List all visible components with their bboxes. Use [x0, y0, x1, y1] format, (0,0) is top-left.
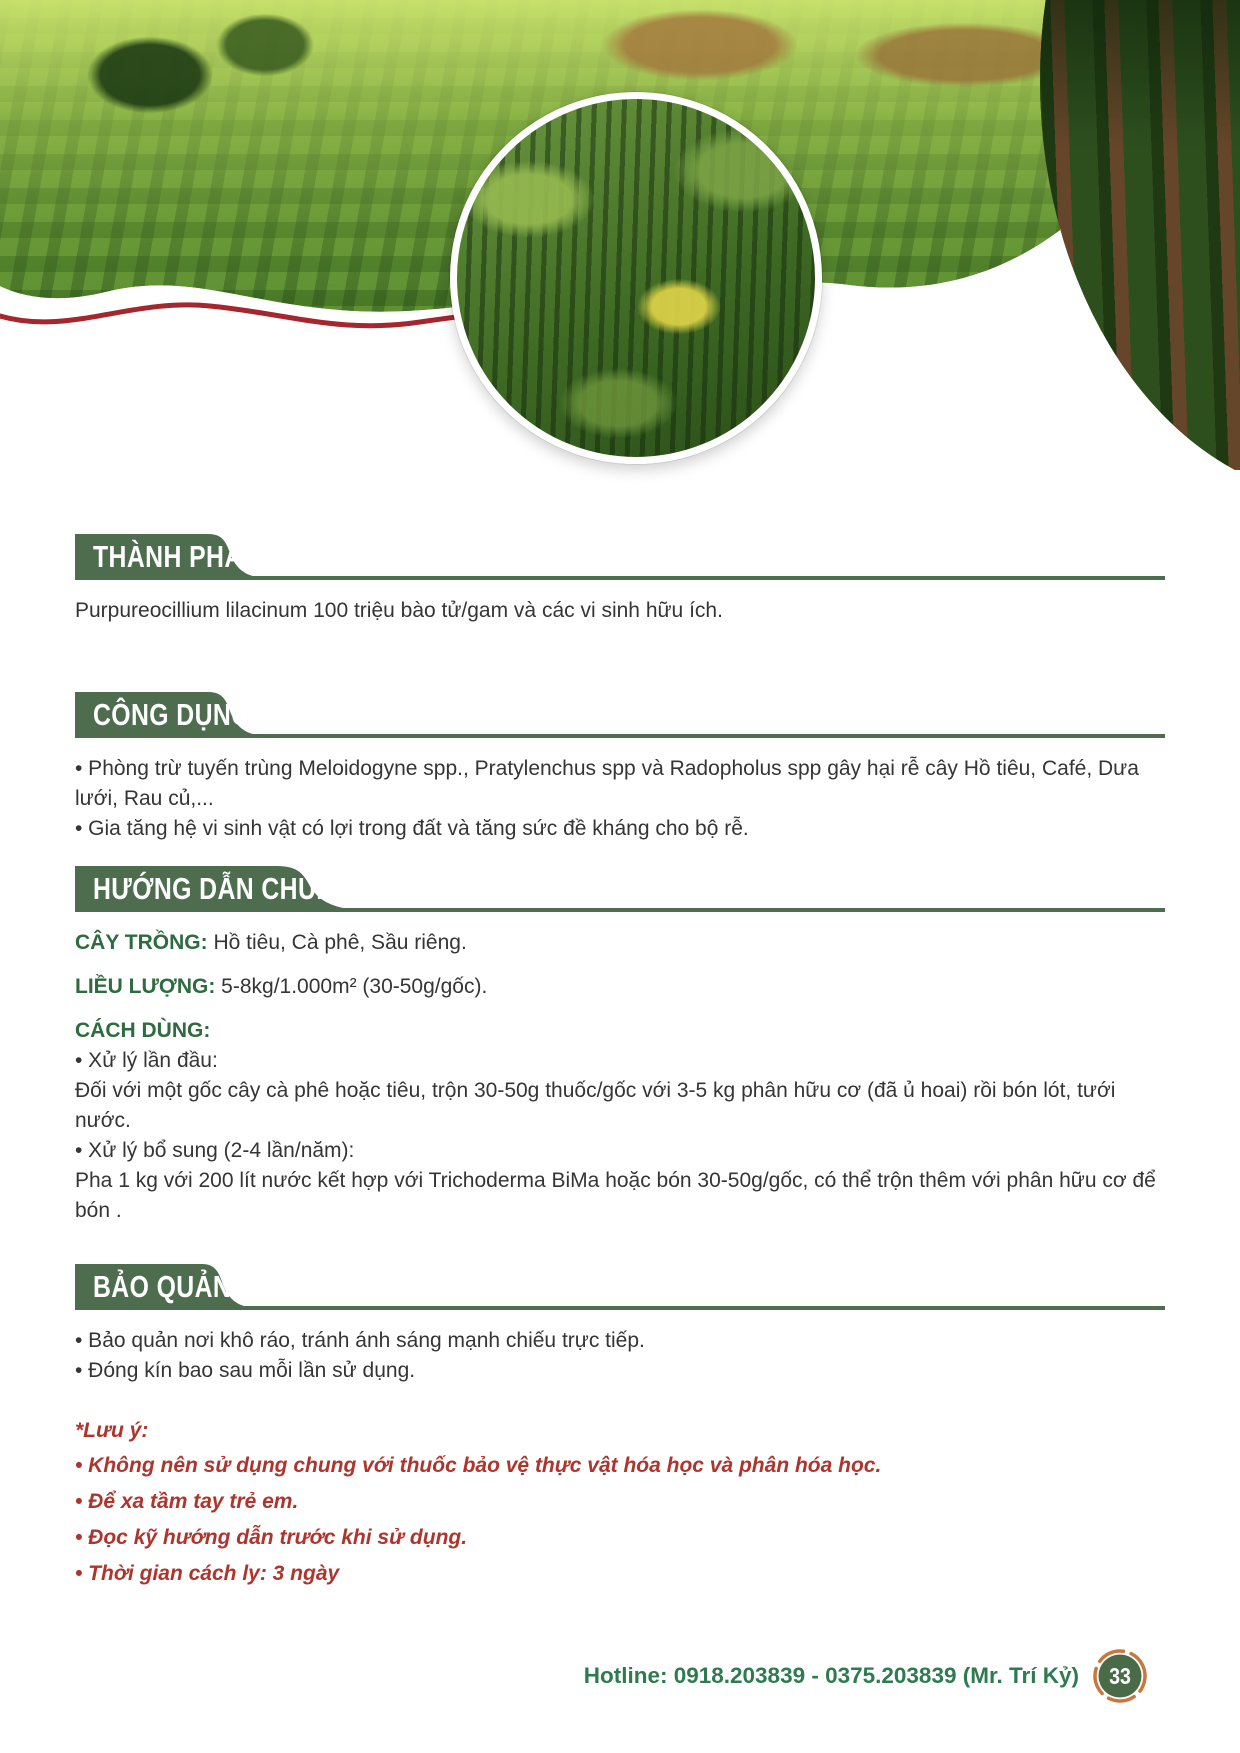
section-title: BẢO QUẢN [93, 1269, 232, 1304]
notes-heading: *Lưu ý: [75, 1419, 149, 1442]
section-huong-dan-chung [75, 866, 1165, 1226]
storage-bullet: • Đóng kín bao sau mỗi lần sử dụng. [75, 1359, 416, 1382]
note-item: • Thời gian cách ly: 3 ngày [75, 1562, 340, 1585]
section-thanh-phan [75, 534, 1165, 626]
section-title: CÔNG DỤNG [93, 697, 251, 732]
usage-bullet: • Gia tăng hệ vi sinh vật có lợi trong đất và tăng sức đề kháng cho bộ rễ. [75, 817, 749, 840]
method-step: Pha 1 kg với 200 lít nước kết hợp với Trichoderma BiMa hoặc bón 30-50g/gốc, có thể trộn thêm với phân hữu cơ để bón . [75, 1169, 1156, 1222]
dosage-value: 5-8kg/1.000m² (30-50g/gốc). [221, 975, 488, 998]
ingredients-text: Purpureocillium lilacinum 100 triệu bào tử/gam và các vi sinh hữu ích. [75, 599, 723, 622]
hotline-text: Hotline: 0918.203839 - 0375.203839 (Mr. Trí Kỷ) [583, 1663, 1079, 1688]
section-title: HƯỚNG DẪN CHUNG [93, 871, 355, 906]
note-item: • Đọc kỹ hướng dẫn trước khi sử dụng. [75, 1526, 468, 1549]
note-item: • Để xa tầm tay trẻ em. [75, 1490, 299, 1513]
method-heading: CÁCH DÙNG: [75, 1019, 211, 1042]
page-footer [0, 1649, 1240, 1703]
section-title-banner [75, 692, 1165, 738]
crop-label: CÂY TRỒNG: [75, 931, 208, 954]
header-images [0, 0, 1240, 470]
note-item: • Không nên sử dụng chung với thuốc bảo vệ thực vật hóa học và phân hóa học. [75, 1454, 882, 1477]
crop-value: Hồ tiêu, Cà phê, Sầu riêng. [213, 931, 467, 954]
usage-bullet: • Phòng trừ tuyến trùng Meloidogyne spp., Pratylenchus spp và Radopholus spp gây hại rễ cây Hồ tiêu, Café, Dưa lưới, Rau củ,... [75, 757, 1139, 810]
crop-line [75, 928, 1165, 958]
storage-bullet: • Bảo quản nơi khô ráo, tránh ánh sáng mạnh chiếu trực tiếp. [75, 1329, 645, 1352]
method-step: • Xử lý bổ sung (2-4 lần/năm): [75, 1139, 355, 1162]
dosage-label: LIỀU LƯỢNG: [75, 975, 216, 998]
page-number: 33 [1109, 1663, 1131, 1689]
dosage-line [75, 972, 1165, 1002]
section-cong-dung [75, 692, 1165, 844]
pepper-berries-photo [450, 92, 822, 464]
section-bao-quan [75, 1264, 1165, 1386]
page-content [0, 534, 1240, 1592]
section-title-banner [75, 1264, 1165, 1310]
section-title: THÀNH PHẦN [93, 539, 261, 574]
warning-notes [75, 1414, 1165, 1592]
method-step: • Xử lý lần đầu: [75, 1049, 218, 1072]
page-number-badge [1093, 1649, 1147, 1703]
section-title-banner [75, 534, 1165, 580]
method-step: Đối với một gốc cây cà phê hoặc tiêu, trộn 30-50g thuốc/gốc với 3-5 kg phân hữu cơ (đã ủ hoai) rồi bón lót, tưới nước. [75, 1079, 1116, 1132]
section-title-banner [75, 866, 1165, 912]
